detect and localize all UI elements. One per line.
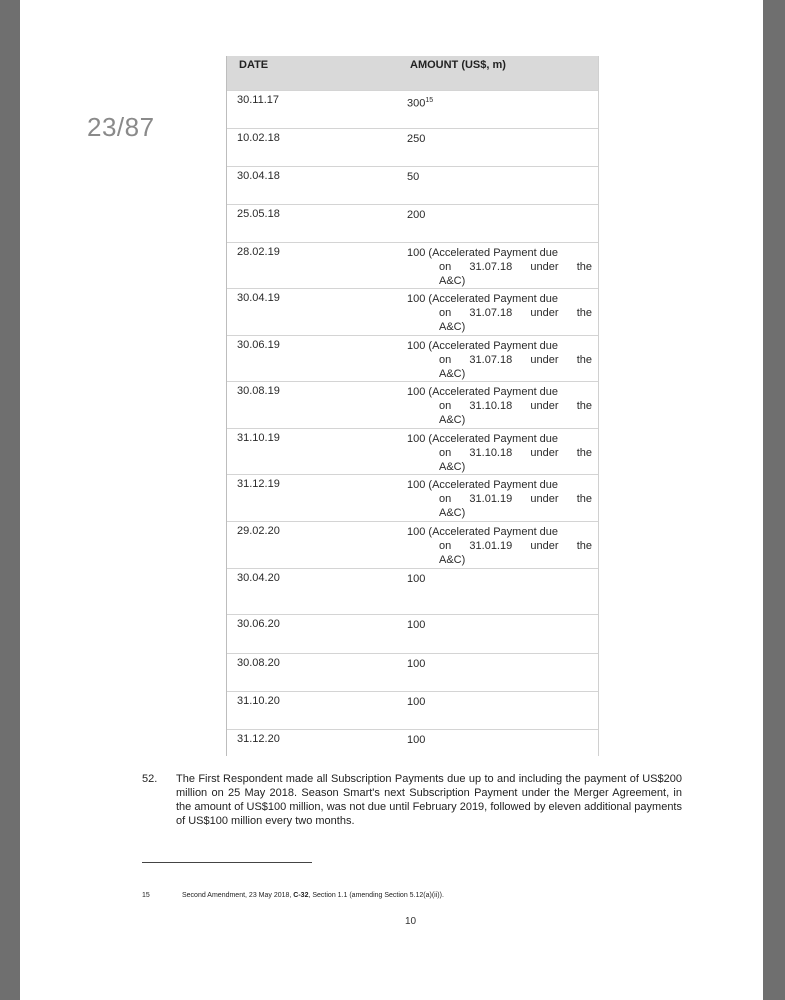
payment-schedule-table (226, 56, 599, 756)
amount-value: 100 (Accelerated Payment due (407, 526, 559, 538)
table-header (227, 56, 598, 91)
cell-amount (407, 657, 592, 671)
header-date: DATE (239, 59, 269, 71)
footnote-ref: 15 (425, 97, 434, 104)
cell-amount (407, 170, 592, 184)
amount-note-line: A&C) (439, 507, 466, 519)
table-row (227, 166, 598, 205)
cell-date: 31.12.19 (237, 478, 280, 490)
table-row (227, 288, 598, 336)
amount-value: 100 (Accelerated Payment due (407, 433, 559, 445)
table-row (227, 242, 598, 289)
page-counter: 23/87 (87, 112, 155, 142)
cell-date: 30.04.18 (237, 170, 280, 182)
table-row (227, 474, 598, 522)
cell-date: 10.02.18 (237, 132, 280, 144)
cell-date: 29.02.20 (237, 525, 280, 537)
cell-amount (407, 339, 592, 381)
cell-date: 30.04.20 (237, 572, 280, 584)
amount-note-line: A&C) (439, 368, 466, 380)
amount-value: 250 (407, 133, 426, 145)
cell-amount (407, 94, 592, 111)
cell-date: 30.11.17 (237, 94, 280, 106)
amount-value: 100 (407, 734, 426, 746)
table-row (227, 90, 598, 129)
exhibit-ref: C-32 (293, 892, 309, 899)
table-row (227, 691, 598, 730)
cell-amount (407, 292, 592, 334)
amount-value: 100 (407, 619, 426, 631)
cell-date: 30.04.19 (237, 292, 280, 304)
cell-amount (407, 385, 592, 427)
document-page (20, 0, 763, 1000)
cell-date: 25.05.18 (237, 208, 280, 220)
table-row (227, 729, 598, 757)
cell-date: 30.08.20 (237, 657, 280, 669)
amount-note-line: on 31.01.19 under the (439, 540, 592, 552)
amount-value: 100 (Accelerated Payment due (407, 479, 559, 491)
amount-note-line: on 31.10.18 under the (439, 400, 592, 412)
cell-amount (407, 695, 592, 709)
paragraph-text: The First Respondent made all Subscription Payments due up to and including the payment of US$200 million on 25 May 2018. Season Smart's next Subscription Payment under the Merger Agreement, in the amount of US$100 million, was not due until February 2019, followed by eleven additional payments of US$100 million every two months. (176, 773, 682, 827)
cell-amount (407, 432, 592, 474)
cell-date: 30.06.19 (237, 339, 280, 351)
cell-date: 30.08.19 (237, 385, 280, 397)
amount-value: 200 (407, 209, 426, 221)
amount-value: 100 (407, 658, 426, 670)
amount-value: 50 (407, 171, 420, 183)
amount-value: $300^{15}$ (407, 97, 434, 110)
amount-value: 100 (Accelerated Payment due (407, 293, 559, 305)
table-row (227, 521, 598, 569)
cell-amount (407, 246, 592, 288)
amount-value: 100 (Accelerated Payment due (407, 340, 559, 352)
cell-amount (407, 572, 592, 586)
paragraph-number: 52. (142, 773, 158, 785)
table-row (227, 653, 598, 692)
footnote-text: Second Amendment, 23 May 2018, C-32, Section 1.1 (amending Section 5.12(a)(ii)). (182, 892, 444, 899)
table-row (227, 128, 598, 167)
cell-amount (407, 208, 592, 222)
amount-note-line: on 31.07.18 under the (439, 261, 592, 273)
amount-note-line: on 31.01.19 under the (439, 493, 592, 505)
amount-note-line: on 31.07.18 under the (439, 307, 592, 319)
cell-amount (407, 618, 592, 632)
table-row (227, 614, 598, 654)
amount-note-line: A&C) (439, 461, 466, 473)
amount-value: 100 (Accelerated Payment due (407, 386, 559, 398)
cell-amount (407, 733, 592, 747)
table-row (227, 381, 598, 429)
table-row (227, 568, 598, 615)
cell-amount (407, 132, 592, 146)
cell-date: 28.02.19 (237, 246, 280, 258)
footnote-number: 15 (142, 892, 150, 899)
cell-amount (407, 478, 592, 520)
table-row (227, 204, 598, 243)
page-number: 10 (405, 916, 417, 927)
cell-date: 31.10.20 (237, 695, 280, 707)
amount-value: 100 (407, 573, 426, 585)
amount-note-line: A&C) (439, 321, 466, 333)
footnote-separator (142, 862, 312, 863)
cell-amount (407, 525, 592, 567)
amount-note-line: on 31.10.18 under the (439, 447, 592, 459)
table-row (227, 428, 598, 475)
amount-note-line: A&C) (439, 275, 466, 287)
cell-date: 31.10.19 (237, 432, 280, 444)
header-amount: AMOUNT (US$, m) (410, 59, 506, 71)
cell-date: 31.12.20 (237, 733, 280, 745)
cell-date: 30.06.20 (237, 618, 280, 630)
table-row (227, 335, 598, 382)
amount-value: 100 (Accelerated Payment due (407, 247, 559, 259)
amount-note-line: A&C) (439, 414, 466, 426)
amount-note-line: on 31.07.18 under the (439, 354, 592, 366)
amount-value: 100 (407, 696, 426, 708)
amount-note-line: A&C) (439, 554, 466, 566)
